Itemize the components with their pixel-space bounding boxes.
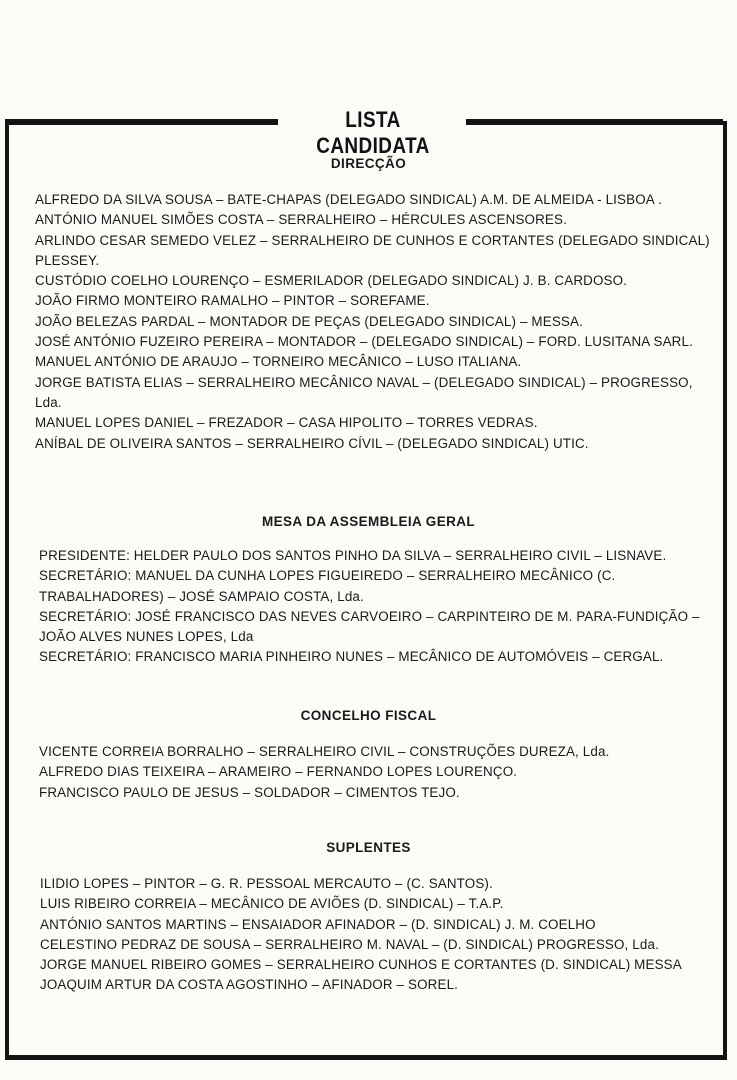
list-item: ILIDIO LOPES – PINTOR – G. R. PESSOAL MERCAUTO – (C. SANTOS). (40, 876, 493, 891)
list-item: ALFREDO DIAS TEIXEIRA – ARAMEIRO – FERNANDO LOPES LOURENÇO. (39, 764, 518, 780)
list-item: SECRETÁRIO: MANUEL DA CUNHA LOPES FIGUEIREDO – SERRALHEIRO MECÂNICO (C. TRABALHADORES) – JOSÉ SAMPAIO COSTA, Lda. (39, 568, 620, 604)
page-title: LISTA CANDIDATA (316, 107, 430, 158)
list-item: JOÃO BELEZAS PARDAL – MONTADOR DE PEÇAS (DELEGADO SINDICAL) – MESSA. (35, 313, 583, 329)
list-item: JORGE MANUEL RIBEIRO GOMES – SERRALHEIRO CUNHOS E CORTANTES (D. SINDICAL) MESSA (40, 957, 682, 973)
section-suplentes (0, 838, 737, 996)
section-heading: MESA DA ASSEMBLEIA GERAL (261, 514, 476, 529)
title-banner (0, 104, 737, 158)
section-heading: CONCELHO FISCAL (300, 708, 437, 723)
section-heading: SUPLENTES (326, 840, 411, 855)
candidate-list (0, 190, 737, 454)
list-item: SECRETÁRIO: JOSÉ FRANCISCO DAS NEVES CARVOEIRO – CARPINTEIRO DE M. PARA-FUNDIÇÃO – JOÃO ALVES NUNES LOPES, Lda (39, 608, 704, 645)
list-item: JOSÉ ANTÓNIO FUZEIRO PEREIRA – MONTADOR – (DELEGADO SINDICAL) – FORD. LUSITANA SARL. (35, 334, 693, 350)
list-item: ALFREDO DA SILVA SOUSA – BATE-CHAPAS (DELEGADO SINDICAL) A.M. DE ALMEIDA - LISBOA . (35, 192, 662, 207)
list-item: ARLINDO CESAR SEMEDO VELEZ – SERRALHEIRO DE CUNHOS E CORTANTES (DELEGADO SINDICAL) PLESSEY. (35, 232, 714, 268)
list-item: JORGE BATISTA ELIAS – SERRALHEIRO MECÂNICO NAVAL – (DELEGADO SINDICAL) – PROGRESSO, Lda. (35, 374, 697, 410)
list-item: ANÍBAL DE OLIVEIRA SANTOS – SERRALHEIRO CÍVIL – (DELEGADO SINDICAL) UTIC. (35, 435, 589, 451)
candidate-list (0, 546, 737, 668)
list-item: JOÃO FIRMO MONTEIRO RAMALHO – PINTOR – SOREFAME. (35, 293, 430, 309)
section-mesa-assembleia (0, 512, 737, 668)
list-item: ANTÓNIO SANTOS MARTINS – ENSAIADOR AFINADOR – (D. SINDICAL) J. M. COELHO (40, 916, 596, 932)
list-item: MANUEL ANTÓNIO DE ARAUJO – TORNEIRO MECÂNICO – LUSO ITALIANA. (35, 354, 522, 370)
list-item: JOAQUIM ARTUR DA COSTA AGOSTINHO – AFINADOR – SOREL. (40, 977, 459, 993)
section-concelho-fiscal (0, 706, 737, 803)
title-rule-left (5, 119, 278, 125)
list-item: PRESIDENTE: HELDER PAULO DOS SANTOS PINHO DA SILVA – SERRALHEIRO CIVIL – LISNAVE. (39, 548, 667, 563)
list-item: CUSTÓDIO COELHO LOURENÇO – ESMERILADOR (DELEGADO SINDICAL) J. B. CARDOSO. (35, 273, 628, 289)
section-direccao (0, 154, 737, 454)
list-item: ANTÓNIO MANUEL SIMÕES COSTA – SERRALHEIRO – HÉRCULES ASCENSORES. (35, 212, 567, 228)
list-item: MANUEL LOPES DANIEL – FREZADOR – CASA HIPOLITO – TORRES VEDRAS. (35, 415, 538, 431)
list-item: LUIS RIBEIRO CORREIA – MECÂNICO DE AVIÕES (D. SINDICAL) – T.A.P. (40, 896, 504, 912)
list-item: VICENTE CORREIA BORRALHO – SERRALHEIRO CIVIL – CONSTRUÇÕES DUREZA, Lda. (39, 744, 610, 759)
section-heading: DIRECÇÃO (330, 156, 407, 171)
candidate-list (0, 874, 737, 996)
title-rule-right (466, 119, 723, 125)
candidate-list (0, 742, 737, 803)
list-item: FRANCISCO PAULO DE JESUS – SOLDADOR – CIMENTOS TEJO. (39, 784, 460, 800)
list-item: SECRETÁRIO: FRANCISCO MARIA PINHEIRO NUNES – MECÂNICO DE AUTOMÓVEIS – CERGAL. (39, 649, 664, 665)
list-item: CELESTINO PEDRAZ DE SOUSA – SERRALHEIRO M. NAVAL – (D. SINDICAL) PROGRESSO, Lda. (40, 936, 659, 952)
